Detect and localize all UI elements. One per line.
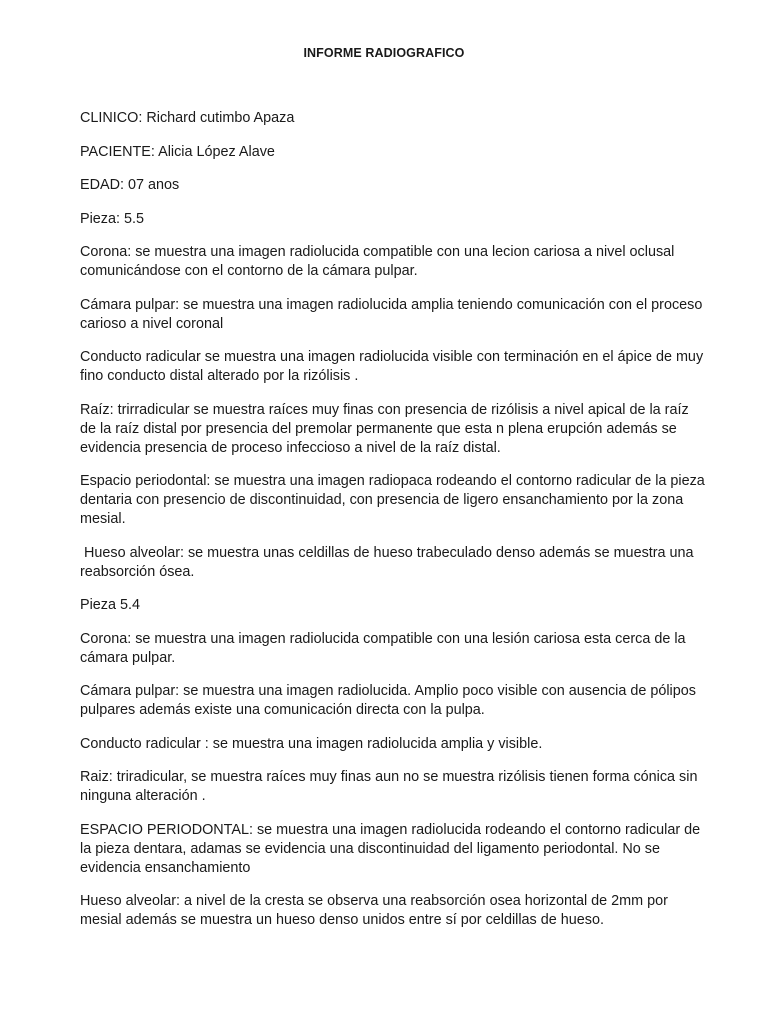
pieza-55-conducto-radicular: Conducto radicular se muestra una imagen radiolucida visible con terminación en el ápice de muy fino conducto distal alterado por la rizólisis . bbox=[80, 349, 712, 384]
pieza-54-conducto-radicular: Conducto radicular : se muestra una imagen radiolucida amplia y visible. bbox=[80, 735, 543, 752]
pieza-55-camara-pulpar: Cámara pulpar: se muestra una imagen radiolucida amplia teniendo comunicación con el proceso carioso a nivel coronal bbox=[80, 296, 707, 332]
pieza-55-hueso-alveolar: Hueso alveolar: se muestra unas celdillas de hueso trabeculado denso además se muestra una reabsorción ósea. bbox=[80, 544, 698, 580]
paciente-line: PACIENTE: Alicia López Alave bbox=[80, 143, 275, 160]
pieza-55-raiz: Raíz: trirradicular se muestra raíces muy finas con presencia de rizólisis a nivel apical de la raíz de la raíz distal por presencia del premolar permanente que esta n plena erupción además se evidencia presencia de proceso infeccioso a nivel de la raíz distal. bbox=[80, 401, 693, 456]
edad-line: EDAD: 07 anos bbox=[80, 177, 180, 193]
pieza-54-corona: Corona: se muestra una imagen radiolucida compatible con una lesión cariosa esta cerca de la cámara pulpar. bbox=[80, 630, 690, 666]
document-body bbox=[80, 109, 712, 945]
document-title: INFORME RADIOGRAFICO bbox=[303, 46, 465, 60]
pieza-55-heading: Pieza: 5.5 bbox=[80, 210, 144, 227]
pieza-54-hueso-alveolar: Hueso alveolar: a nivel de la cresta se observa una reabsorción osea horizontal de 2mm por mesial además se muestra un hueso denso unidos entre sí por celdillas de hueso. bbox=[80, 893, 672, 928]
pieza-54-raiz: Raiz: triradicular, se muestra raíces muy finas aun no se muestra rizólisis tienen forma cónica sin ninguna alteración . bbox=[80, 769, 702, 804]
pieza-54-espacio-periodontal: ESPACIO PERIODONTAL: se muestra una imagen radiolucida rodeando el contorno radicular de la pieza dentara, adamas se evidencia una discontinuidad del ligamento periodontal. No se evidencia ensanchamiento bbox=[80, 821, 705, 876]
pieza-54-heading: Pieza 5.4 bbox=[80, 597, 141, 613]
pieza-55-espacio-periodontal: Espacio periodontal: se muestra una imagen radiopaca rodeando el contorno radicular de la pieza dentaria con presencio de discontinuidad, con presencia de ligero ensanchamiento por la zona mesial. bbox=[80, 473, 709, 527]
pieza-55-corona: Corona: se muestra una imagen radiolucida compatible con una lecion cariosa a nivel oclusal comunicándose con el contorno de la cámara pulpar. bbox=[80, 244, 679, 279]
clinico-line: CLINICO: Richard cutimbo Apaza bbox=[80, 110, 295, 126]
pieza-54-camara-pulpar: Cámara pulpar: se muestra una imagen radiolucida. Amplio poco visible con ausencia de pólipos pulpares además existe una comunicación directa con la pulpa. bbox=[80, 683, 700, 718]
